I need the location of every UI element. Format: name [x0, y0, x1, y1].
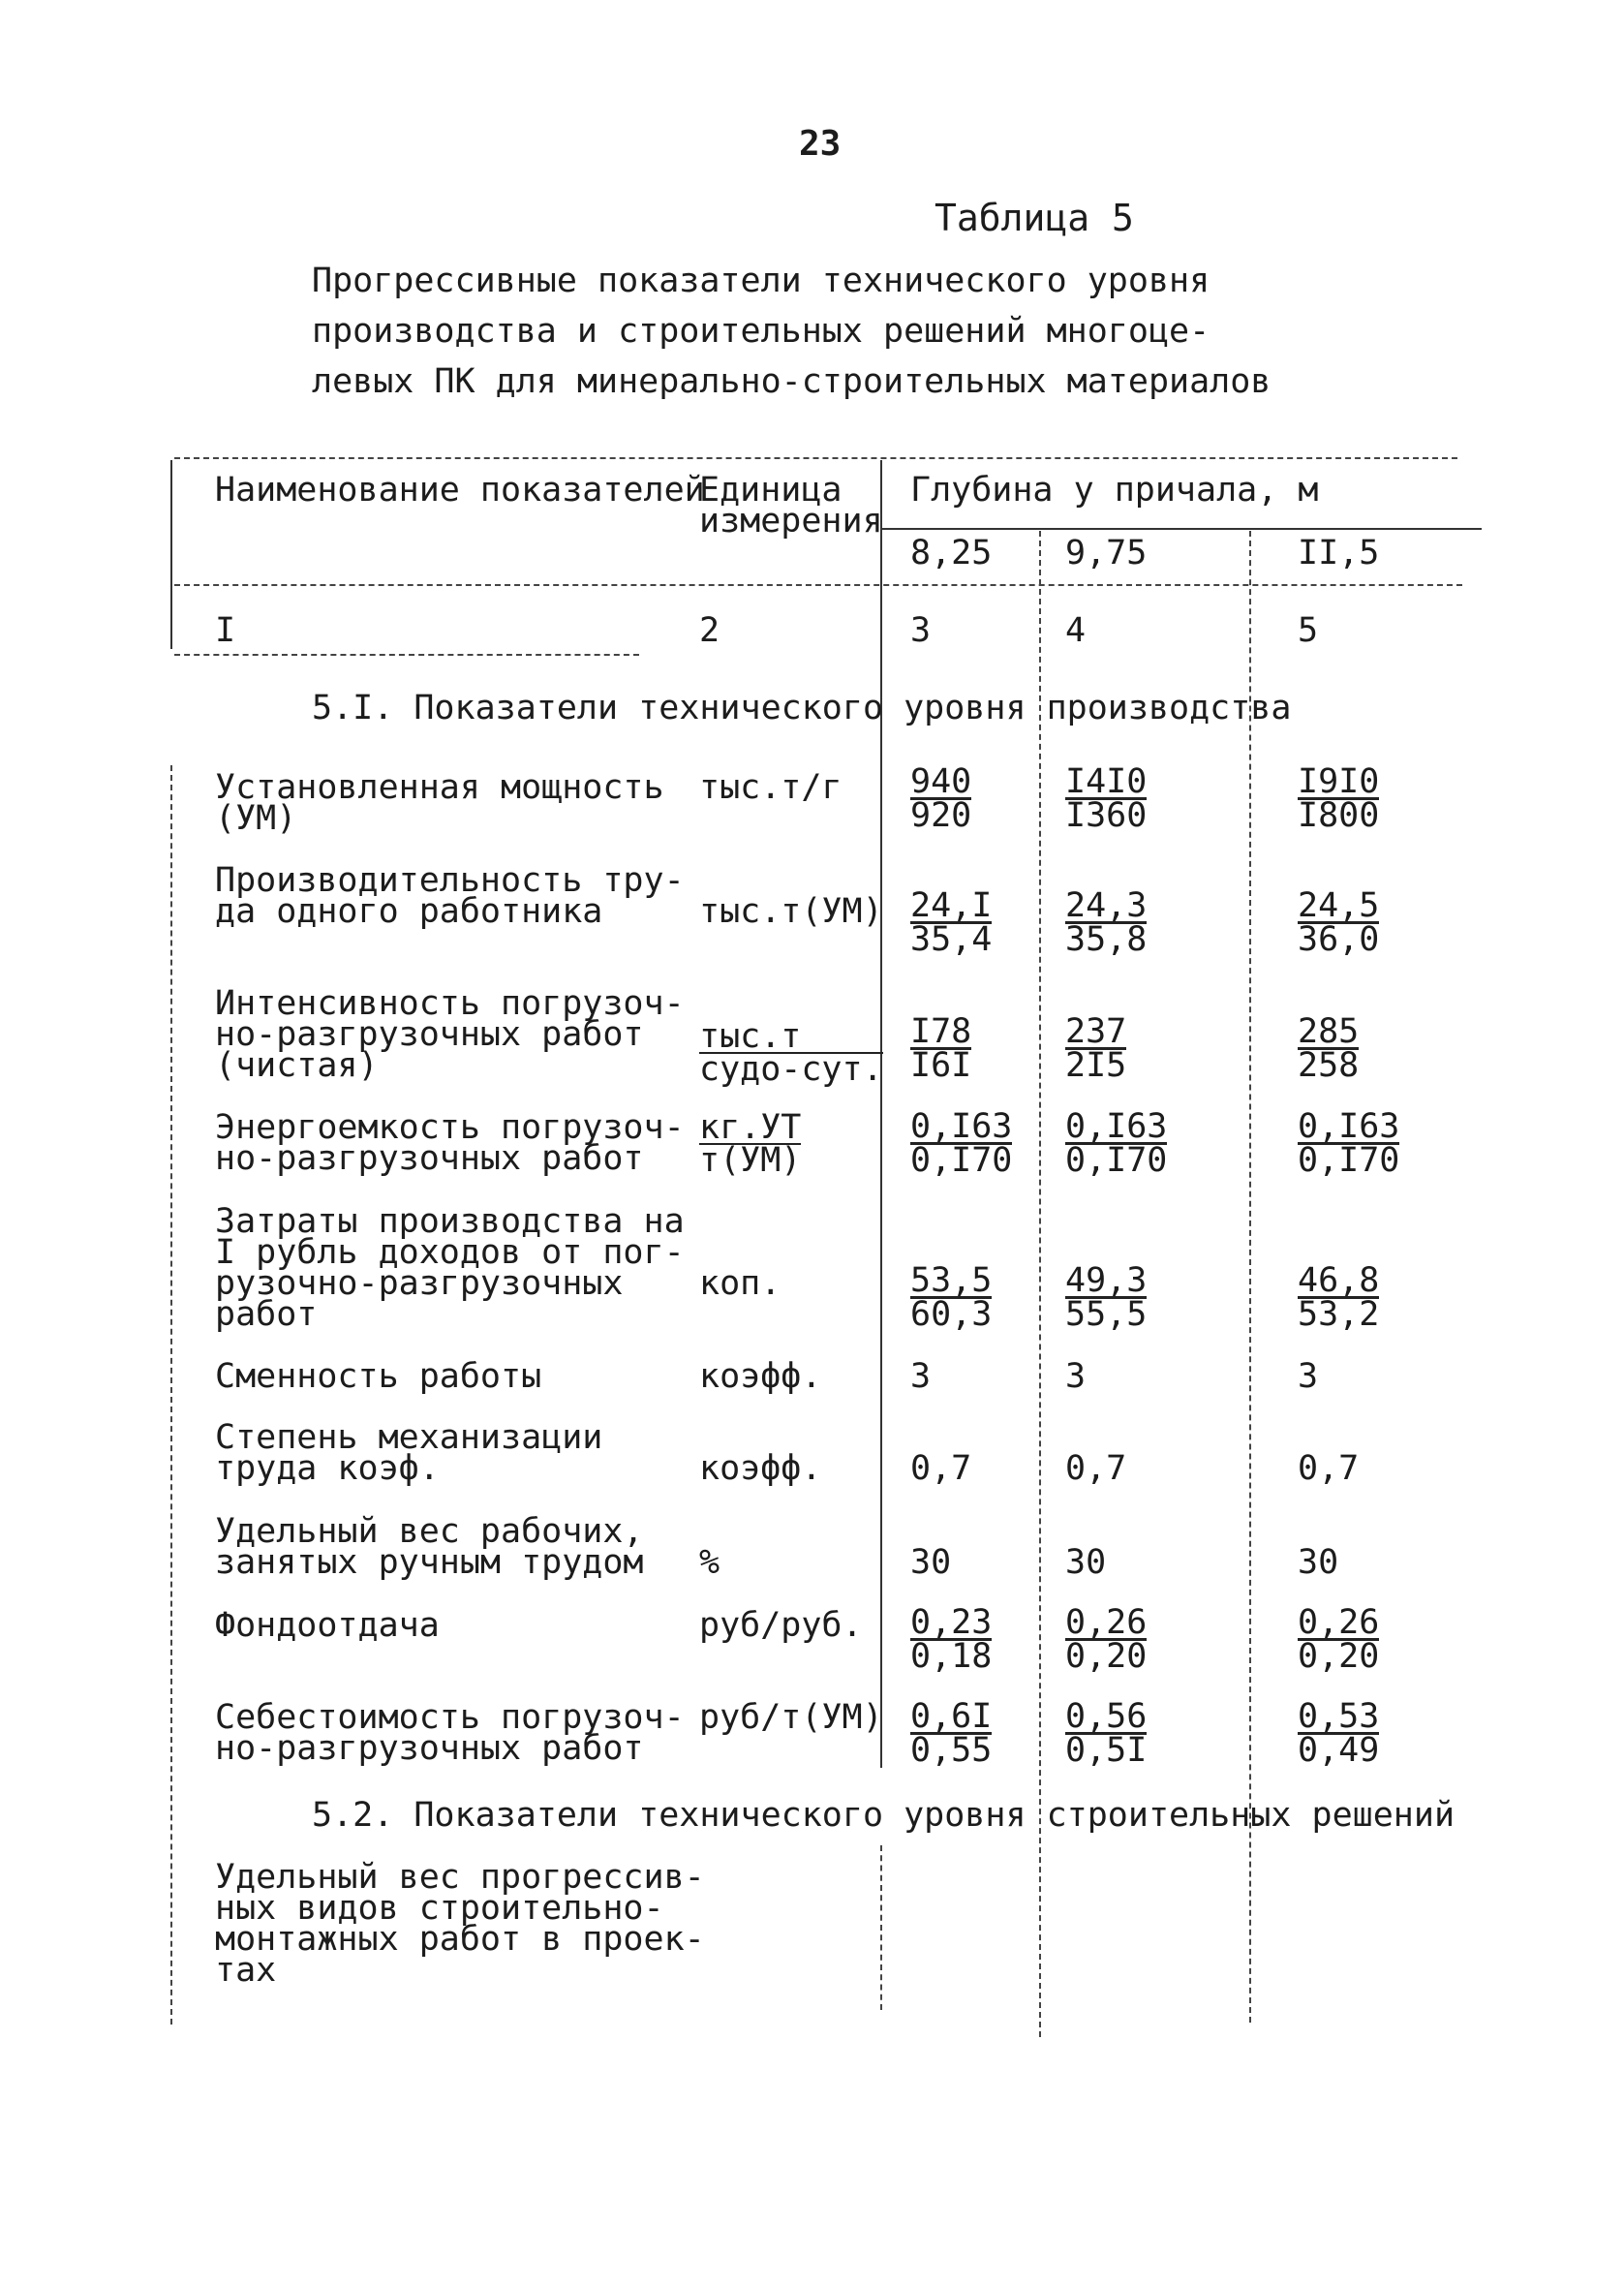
row-name: Сменность работы	[215, 1357, 542, 1396]
row-name: тах	[215, 1951, 277, 1990]
row-value-depth-2: 0,7	[1065, 1449, 1127, 1488]
header-bottom-rule	[174, 584, 1462, 586]
section-1-title: 5.I. Показатели технического уровня производства	[312, 689, 1292, 727]
header-unit-line1: Единица	[699, 471, 843, 510]
row-value-depth-2: $\frac{0,56}{0,5I}$	[1065, 1697, 1148, 1770]
row-value-depth-1: 0,7	[910, 1449, 972, 1488]
row-name: (чистая)	[215, 1046, 379, 1085]
row-value-depth-3: $\frac{285}{258}$	[1298, 1012, 1360, 1085]
row-unit: коп.	[699, 1264, 781, 1303]
row-value-depth-1: $\frac{0,23}{0,18}$	[910, 1603, 993, 1676]
header-depth-1: 8,25	[910, 534, 993, 572]
row-value-depth-1: $\frac{24,I}{35,4}$	[910, 886, 993, 959]
row-value-depth-2: $\frac{237}{2I5}$	[1065, 1012, 1127, 1085]
row-name: монтажных работ в проек-	[215, 1920, 705, 1959]
row-value-depth-1: $\frac{0,I63}{0,I70}$	[910, 1107, 1013, 1180]
col-number-1: I	[215, 611, 236, 650]
col-number-2: 2	[699, 611, 720, 650]
row-name: но-разгрузочных работ	[215, 1015, 644, 1054]
row-name: I рубль доходов от пог-	[215, 1233, 685, 1272]
col-number-3: 3	[910, 611, 932, 650]
table-title-line-3: левых ПК для минерально-строительных материалов	[312, 362, 1272, 401]
header-depth-3: II,5	[1298, 534, 1380, 572]
table-title-line-2: производства и строительных решений многоце-	[312, 312, 1210, 351]
row-unit: коэфф.	[699, 1357, 822, 1396]
row-name: труда коэф.	[215, 1449, 440, 1488]
row-name: Фондоотдача	[215, 1606, 440, 1645]
row-value-depth-3: $\frac{46,8}{53,2}$	[1298, 1261, 1380, 1334]
row-value-depth-1: 30	[910, 1543, 952, 1582]
row-name: занятых ручным трудом	[215, 1543, 644, 1582]
row-name: Энергоемкость погрузоч-	[215, 1108, 685, 1147]
row-name: Производительность тру-	[215, 861, 685, 900]
row-name: Удельный вес рабочих,	[215, 1512, 644, 1551]
depth-subheader-rule	[881, 528, 1482, 530]
table-top-rule	[174, 457, 1457, 459]
row-value-depth-3: $\frac{0,26}{0,20}$	[1298, 1603, 1380, 1676]
table-title-line-1: Прогрессивные показатели технического уровня	[312, 262, 1210, 300]
row-value-depth-3: $\frac{0,I63}{0,I70}$	[1298, 1107, 1400, 1180]
row-value-depth-2: $\frac{49,3}{55,5}$	[1065, 1261, 1148, 1334]
col-number-5: 5	[1298, 611, 1319, 650]
row-value-depth-1: $\frac{I78}{I6I}$	[910, 1012, 972, 1085]
row-unit: тыс.т(УМ)	[699, 892, 883, 931]
row-value-depth-1: $\frac{0,6I}{0,55}$	[910, 1697, 993, 1770]
header-indicator-name: Наименование показателей	[215, 471, 705, 510]
row-value-depth-1: 3	[910, 1357, 932, 1396]
left-border-lower	[170, 765, 172, 2025]
col-number-4: 4	[1065, 611, 1087, 650]
row-value-depth-2: $\frac{0,26}{0,20}$	[1065, 1603, 1148, 1676]
row-value-depth-2: 3	[1065, 1357, 1087, 1396]
row-name: но-разгрузочных работ	[215, 1139, 644, 1178]
row-name: Степень механизации	[215, 1418, 603, 1457]
row-unit: %	[699, 1543, 720, 1582]
row-name: Удельный вес прогрессив-	[215, 1858, 705, 1897]
col-divider-3	[880, 460, 882, 1768]
header-depth-title: Глубина у причала, м	[910, 471, 1319, 510]
row-value-depth-3: 3	[1298, 1357, 1319, 1396]
header-unit-line2: измерения	[699, 502, 883, 541]
row-name: Установленная мощность	[215, 768, 664, 807]
header-depth-2: 9,75	[1065, 534, 1148, 572]
row-value-depth-2: $\frac{24,3}{35,8}$	[1065, 886, 1148, 959]
row-value-depth-3: 30	[1298, 1543, 1339, 1582]
row-unit: тыс.т судо-сут.	[699, 1017, 883, 1089]
row-value-depth-2: $\frac{I4I0}{I360}$	[1065, 762, 1148, 835]
row-name: рузочно-разгрузочных	[215, 1264, 624, 1303]
row-unit: тыс.т/г	[699, 768, 843, 807]
row-value-depth-3: $\frac{24,5}{36,0}$	[1298, 886, 1380, 959]
row-name: Интенсивность погрузоч-	[215, 984, 685, 1023]
row-name: да одного работника	[215, 892, 603, 931]
table-label: Таблица 5	[935, 197, 1134, 239]
col-divider-3-lower	[880, 1845, 882, 2010]
row-value-depth-2: $\frac{0,I63}{0,I70}$	[1065, 1107, 1168, 1180]
row-name: Затраты производства на	[215, 1202, 685, 1241]
numbering-row-rule	[174, 654, 639, 656]
row-value-depth-2: 30	[1065, 1543, 1107, 1582]
left-border	[170, 460, 172, 649]
row-unit: кг.УТ т(УМ)	[699, 1108, 802, 1180]
row-value-depth-3: 0,7	[1298, 1449, 1360, 1488]
row-unit: коэфф.	[699, 1449, 822, 1488]
page-number: 23	[799, 124, 842, 164]
row-unit: руб/руб.	[699, 1606, 863, 1645]
row-name: но-разгрузочных работ	[215, 1729, 644, 1768]
row-name: работ	[215, 1295, 318, 1334]
row-name: Себестоимость погрузоч-	[215, 1698, 685, 1737]
row-value-depth-3: $\frac{0,53}{0,49}$	[1298, 1697, 1380, 1770]
row-name: (УМ)	[215, 799, 297, 838]
row-name: ных видов строительно-	[215, 1889, 664, 1928]
row-value-depth-1: $\frac{940}{920}$	[910, 762, 972, 835]
row-unit: руб/т(УМ)	[699, 1698, 883, 1737]
row-value-depth-3: $\frac{I9I0}{I800}$	[1298, 762, 1380, 835]
row-value-depth-1: $\frac{53,5}{60,3}$	[910, 1261, 993, 1334]
section-2-title: 5.2. Показатели технического уровня строительных решений	[312, 1796, 1455, 1835]
